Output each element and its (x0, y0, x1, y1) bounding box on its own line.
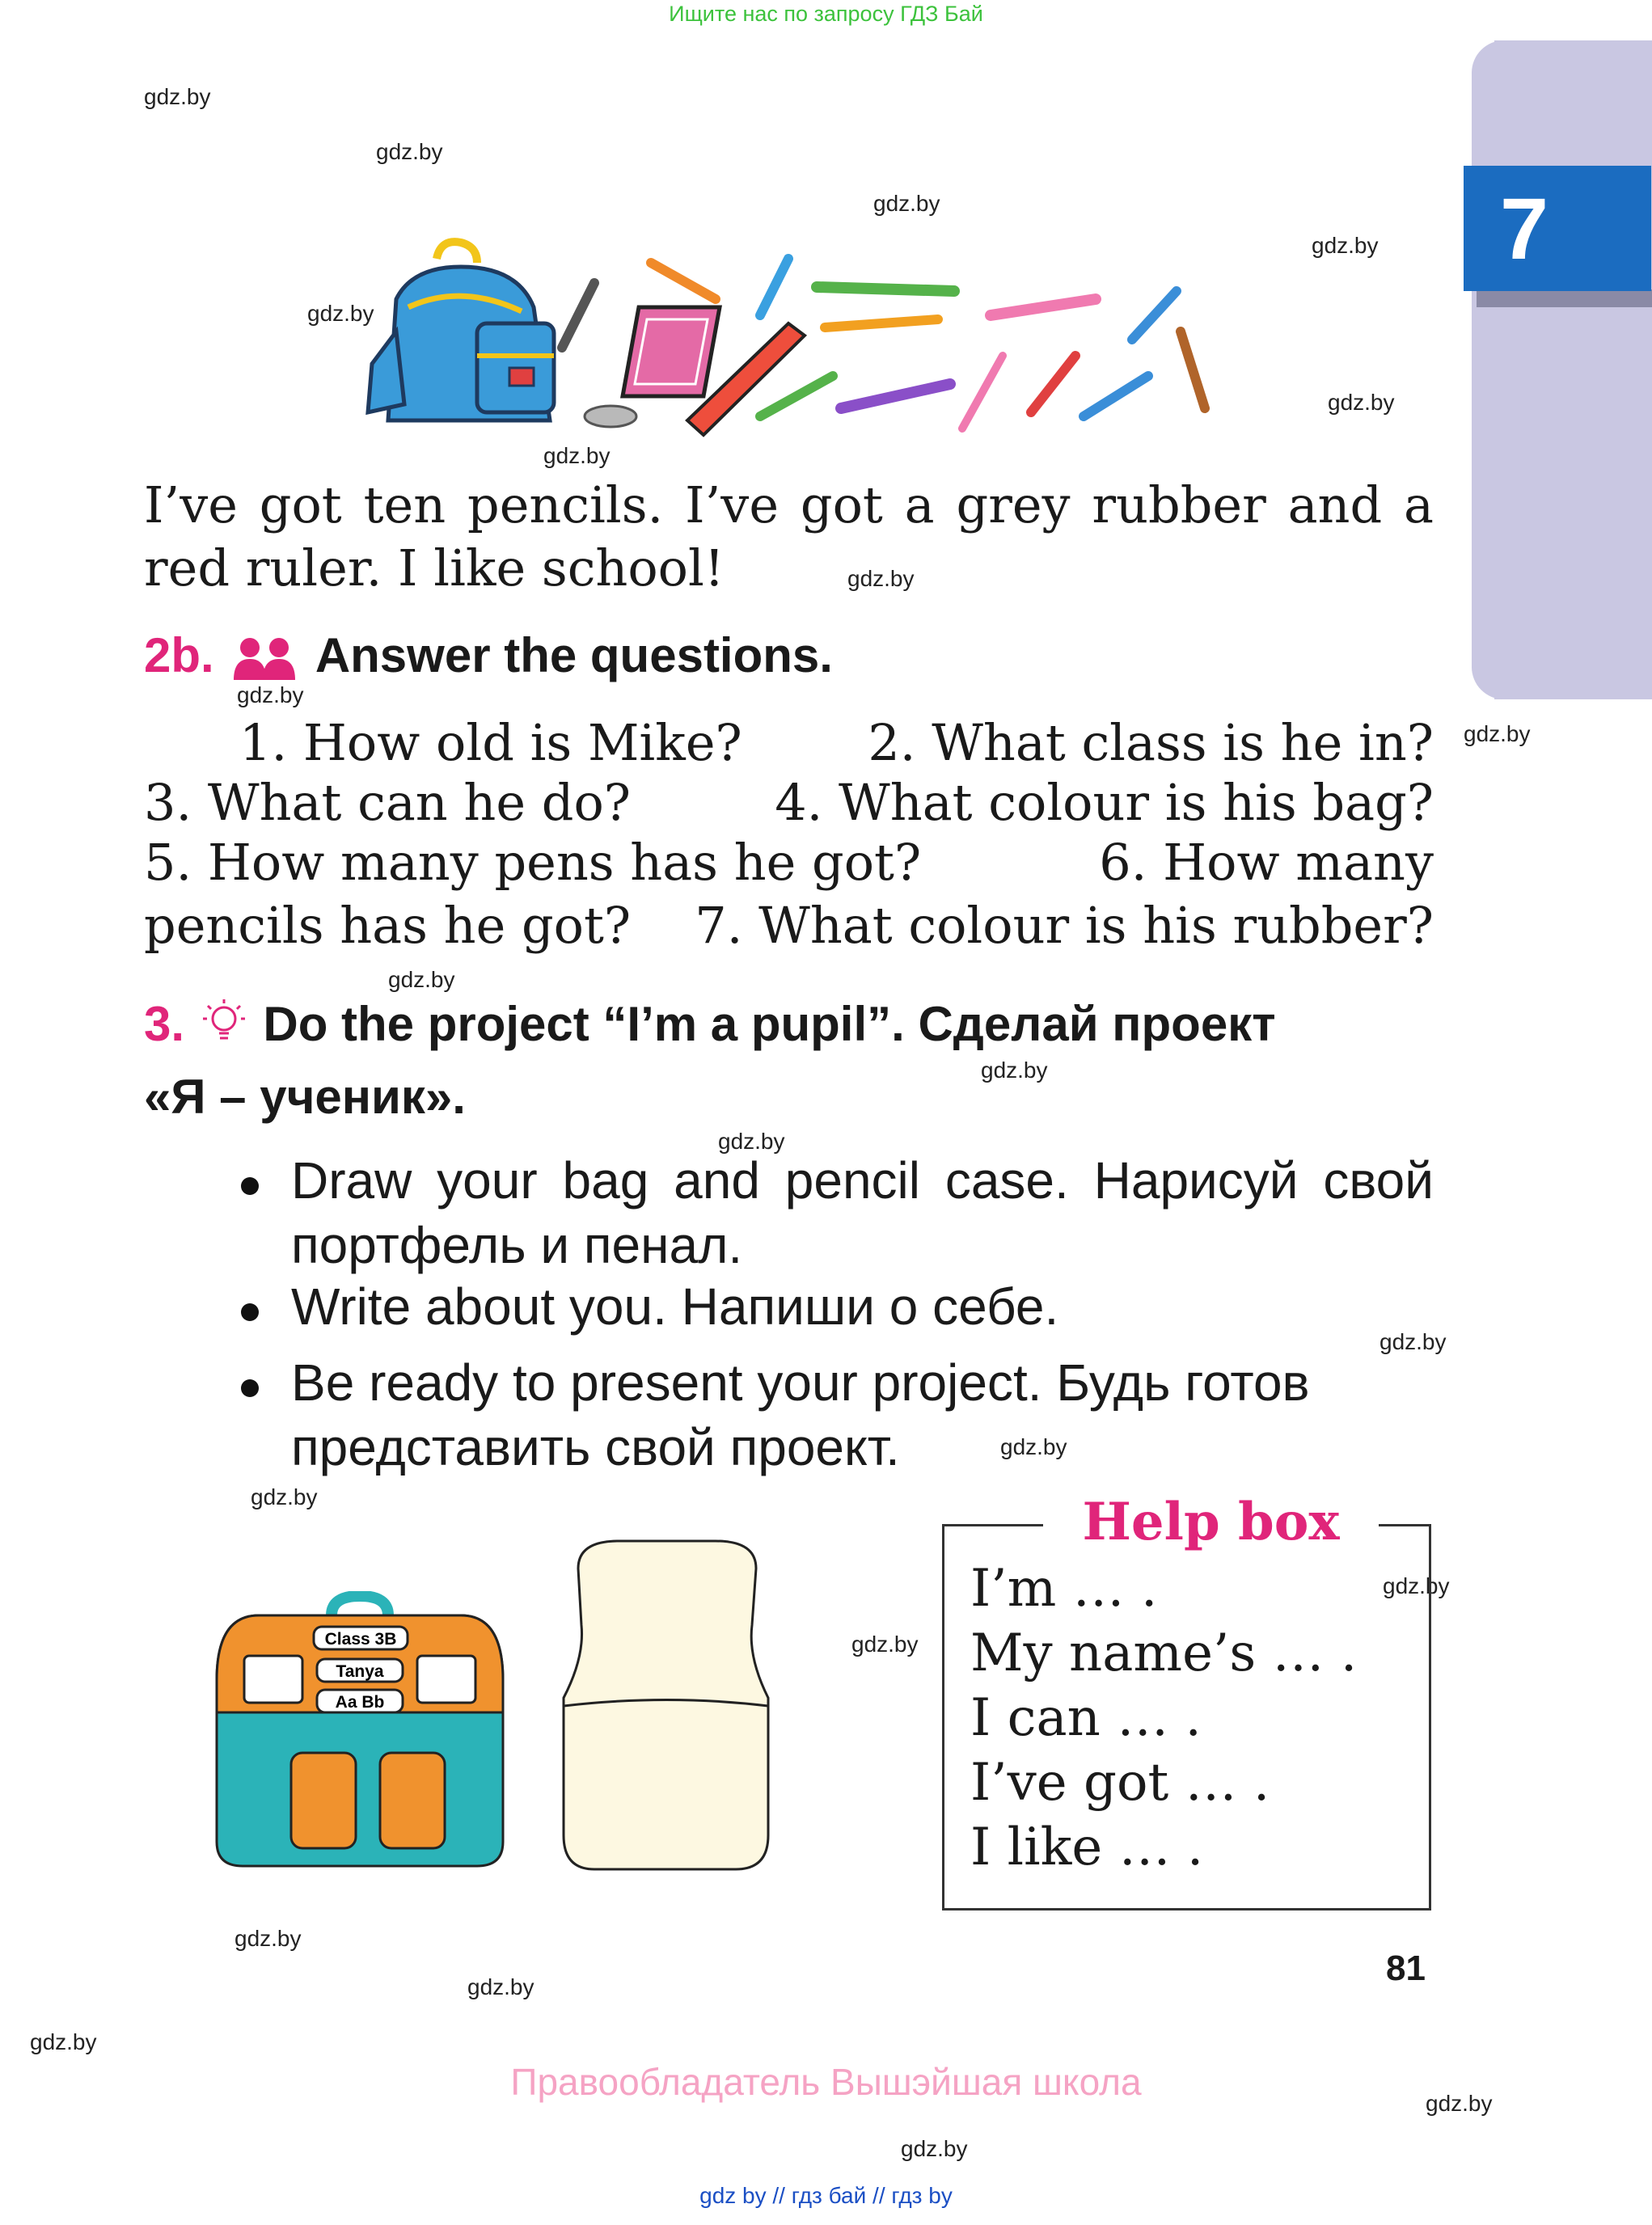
help-box-line: I like … . (970, 1818, 1204, 1877)
help-box-title: Help box (1043, 1492, 1379, 1552)
bag-label: Aa Bb (335, 1693, 385, 1712)
watermark: gdz.by (1464, 721, 1531, 746)
pencil-icon (760, 259, 788, 315)
pencil-icon (651, 263, 716, 299)
watermark: gdz.by (376, 139, 443, 164)
question-line: 3. What can he do? 4. What colour is his bag? (144, 773, 1434, 832)
bullet-dot (241, 1379, 259, 1397)
watermark: gdz.by (234, 1926, 302, 1951)
help-box-line: I can … . (970, 1688, 1202, 1748)
watermark: gdz.by (1379, 1329, 1447, 1354)
help-box-line: I’ve got … . (970, 1753, 1270, 1813)
watermark: gdz.by (237, 682, 304, 707)
watermark: gdz.by (467, 1974, 534, 1999)
pencil-icon (962, 356, 1003, 429)
pencil-icon (562, 283, 594, 348)
watermark: gdz.by (1383, 1573, 1450, 1598)
watermark: gdz.by (851, 1632, 919, 1657)
watermark: gdz.by (30, 2029, 97, 2054)
lightbulb-icon (198, 996, 250, 1048)
pen-icon (991, 299, 1096, 315)
pencil-icon (825, 319, 938, 327)
task-3-title-line2: «Я – ученик». (144, 1070, 466, 1124)
pencil-icon (1181, 331, 1205, 408)
side-tab-curve (1472, 40, 1504, 699)
bullet-dot (241, 1303, 259, 1321)
watermark: gdz.by (1000, 1434, 1067, 1459)
bullet-item: Write about you. Напиши о себе. (291, 1277, 1059, 1336)
bullet-item: Draw your bag and pencil case. Нарисуй свой портфель и пенал. (291, 1151, 1434, 1274)
help-box-line: I’m … . (970, 1559, 1158, 1619)
pencil-icon (1084, 376, 1148, 416)
question-line: 5. How many pens has he got? 6. How many (144, 833, 1434, 892)
footer-links[interactable]: gdz by // гдз бай // гдз by (699, 2183, 953, 2208)
unit-number: 7 (1499, 179, 1549, 277)
backpack-icon (368, 242, 554, 420)
top-banner: Ищите нас по запросу ГДЗ Бай (669, 2, 983, 26)
watermark: gdz.by (1328, 390, 1395, 415)
page-number: 81 (1386, 1948, 1426, 1988)
watermark: gdz.by (1312, 233, 1379, 258)
pencil-icon (760, 376, 833, 416)
watermark: gdz.by (981, 1058, 1048, 1083)
pencil-icon (1132, 291, 1177, 340)
watermark: gdz.by (1426, 2091, 1493, 2116)
project-pencil-case-drawing (546, 1536, 788, 1876)
pair-work-icon (232, 636, 298, 682)
bag-label: Tanya (336, 1662, 384, 1681)
watermark: gdz.by (388, 967, 455, 992)
watermark: gdz.by (847, 566, 915, 591)
pen-icon (817, 287, 954, 291)
task-3-title-line1: Do the project “I’m a pupil”. Сделай проект (263, 997, 1276, 1051)
unit-shadow (1477, 289, 1652, 307)
intro-paragraph: I’ve got ten pencils. I’ve got a grey rubber and a red ruler. I like school! (144, 475, 1434, 597)
help-box-line: My name’s … . (970, 1623, 1358, 1683)
watermark: gdz.by (307, 301, 374, 326)
watermark: gdz.by (144, 84, 211, 109)
side-tab (1494, 40, 1652, 699)
watermark: gdz.by (543, 443, 611, 468)
task-2b-title: Answer the questions. (315, 628, 833, 682)
question-line: 1. How old is Mike? 2. What class is he in? (239, 713, 1434, 772)
bullet-item: Be ready to present your project. Будь готов представить свой проект. (291, 1353, 1310, 1476)
watermark: gdz.by (718, 1129, 785, 1154)
pencil-icon (1031, 356, 1075, 412)
school-supplies-illustration (348, 234, 1221, 445)
bullet-dot (241, 1177, 259, 1195)
pen-icon (841, 384, 950, 408)
task-2b-number: 2b. (144, 628, 214, 682)
task-3-number: 3. (144, 997, 185, 1051)
watermark: gdz.by (251, 1484, 318, 1509)
task-2b-heading (144, 627, 833, 683)
project-bag-drawing (210, 1591, 509, 1871)
task-3-heading (144, 996, 1434, 1052)
notebook-icon (623, 307, 720, 396)
rubber-icon (585, 406, 636, 427)
watermark: gdz.by (873, 191, 940, 216)
question-line: pencils has he got? 7. What colour is his rubber? (144, 896, 1434, 955)
bag-label: Class 3B (324, 1630, 397, 1649)
watermark: gdz.by (901, 2136, 968, 2161)
rights-holder: Правообладатель Вышэйшая школа (510, 2061, 1142, 2103)
